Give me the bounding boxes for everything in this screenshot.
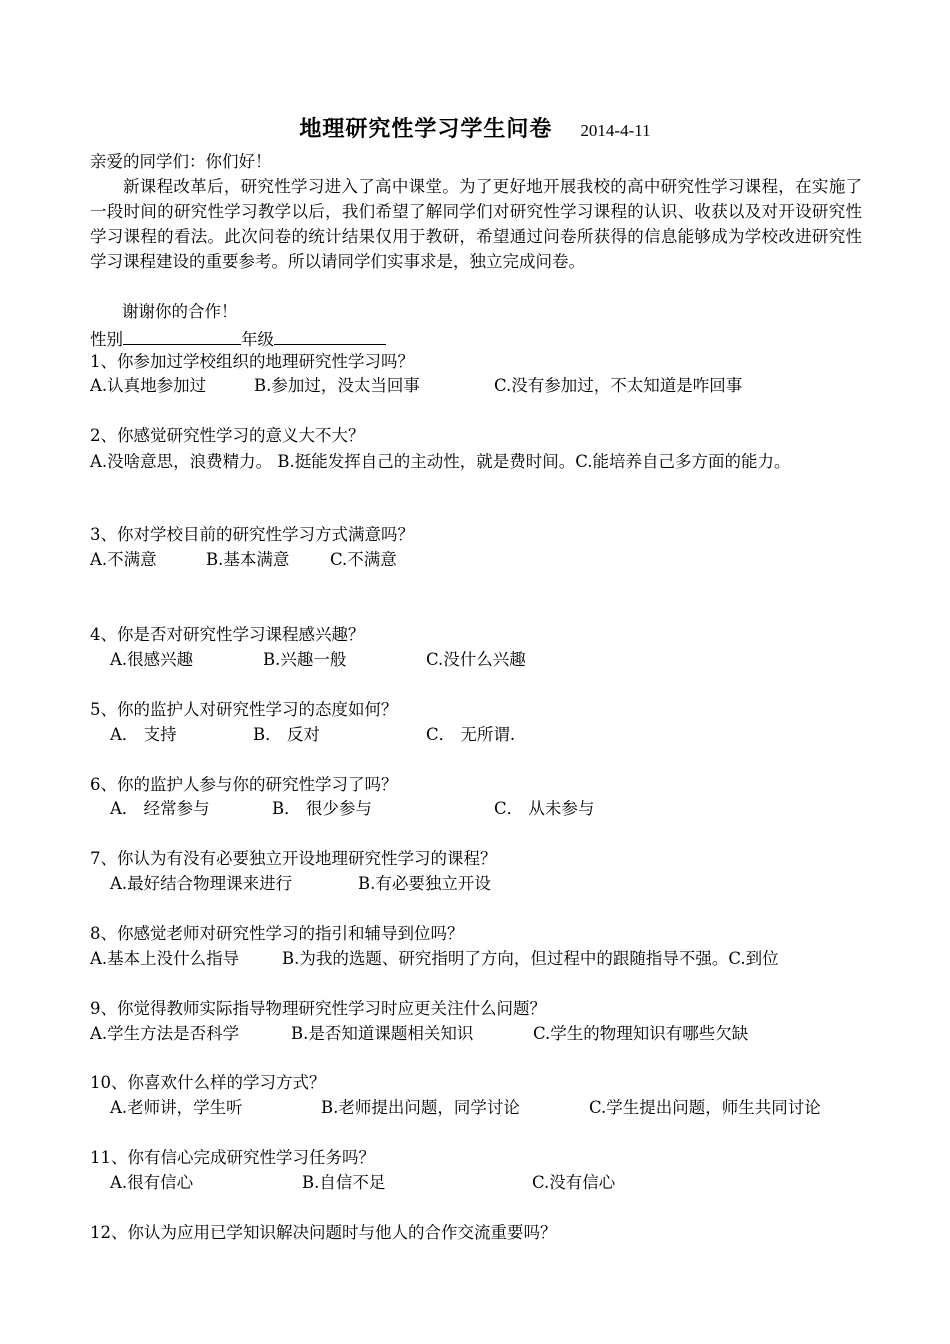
question-12: 12、你认为应用已学知识解决问题时与他人的合作交流重要吗？: [90, 1223, 557, 1242]
q8-option-bc[interactable]: B.为我的选题、研究指明了方向，但过程中的跟随指导不强。C.到位: [282, 949, 779, 968]
question-9: 9、你觉得教师实际指导物理研究性学习时应更关注什么问题？: [90, 999, 546, 1018]
q1-option-b[interactable]: B.参加过，没太当回事: [254, 376, 420, 395]
q5-option-c[interactable]: C． 无所谓.: [426, 725, 516, 744]
q10-option-a[interactable]: A.老师讲，学生听: [110, 1098, 243, 1117]
q9-option-c[interactable]: C.学生的物理知识有哪些欠缺: [533, 1024, 749, 1043]
q5-option-a[interactable]: A． 支持: [110, 725, 177, 744]
q4-option-b[interactable]: B.兴趣一般: [263, 650, 347, 669]
question-7: 7、你认为有没有必要独立开设地理研究性学习的课程？: [90, 849, 497, 868]
question-8: 8、你感觉老师对研究性学习的指引和辅导到位吗？: [90, 924, 464, 943]
question-6: 6、你的监护人参与你的研究性学习了吗？: [90, 775, 398, 794]
q6-option-b[interactable]: B． 很少参与: [272, 799, 372, 818]
page-title: 地理研究性学习学生问卷: [299, 116, 553, 142]
q9-option-b[interactable]: B.是否知道课题相关知识: [291, 1024, 474, 1043]
intro-paragraph: 新课程改革后，研究性学习进入了高中课堂。为了更好地开展我校的高中研究性学习课程，在实施了一段时间的研究性学习教学以后，我们希望了解同学们对研究性学习课程的认识、收获以及对开设研究性学习课程的看法。此次问卷的统计结果仅用于教研，希望通过问卷所获得的信息能够成为学校改进研究性学习课程建设的重要参考。所以请同学们实事求是，独立完成问卷。: [90, 177, 862, 271]
greeting: 亲爱的同学们：你们好！: [90, 152, 272, 171]
q4-option-c[interactable]: C.没什么兴趣: [426, 650, 526, 669]
thanks-line: 谢谢你的合作！: [122, 302, 238, 321]
grade-label: 年级: [241, 330, 274, 349]
gender-label: 性别: [90, 330, 123, 349]
q9-option-a[interactable]: A.学生方法是否科学: [90, 1024, 240, 1043]
q7-option-a[interactable]: A.最好结合物理课来进行: [110, 874, 293, 893]
q11-option-a[interactable]: A.很有信心: [110, 1173, 194, 1192]
date-label: 2014-4-11: [580, 121, 651, 140]
question-4: 4、你是否对研究性学习课程感兴趣？: [90, 625, 365, 644]
q10-option-c[interactable]: C.学生提出问题，师生共同讨论: [589, 1098, 821, 1117]
grade-blank[interactable]: [274, 326, 386, 345]
q6-option-a[interactable]: A． 经常参与: [110, 799, 210, 818]
q1-option-c[interactable]: C.没有参加过，不太知道是咋回事: [494, 376, 743, 395]
q2-options[interactable]: A.没啥意思，浪费精力。 B.挺能发挥自己的主动性，就是费时间。C.能培养自己多方面的能力。: [90, 452, 791, 471]
q3-option-c[interactable]: C.不满意: [330, 550, 397, 569]
q5-option-b[interactable]: B． 反对: [253, 725, 320, 744]
question-3: 3、你对学校目前的研究性学习方式满意吗？: [90, 525, 414, 544]
q3-option-a[interactable]: A.不满意: [90, 550, 157, 569]
q6-option-c[interactable]: C． 从未参与: [494, 799, 595, 818]
question-5: 5、你的监护人对研究性学习的态度如何？: [90, 700, 398, 719]
title-row: [0, 112, 950, 143]
gender-blank[interactable]: [123, 326, 241, 345]
question-2: 2、你感觉研究性学习的意义大不大？: [90, 426, 365, 445]
question-11: 11、你有信心完成研究性学习任务吗？: [90, 1148, 375, 1167]
q11-option-b[interactable]: B.自信不足: [302, 1173, 386, 1192]
q3-option-b[interactable]: B.基本满意: [206, 550, 290, 569]
student-info: [90, 326, 386, 352]
q10-option-b[interactable]: B.老师提出问题，同学讨论: [321, 1098, 520, 1117]
q8-option-a[interactable]: A.基本上没什么指导: [90, 949, 240, 968]
q4-option-a[interactable]: A.很感兴趣: [110, 650, 194, 669]
q7-option-b[interactable]: B.有必要独立开设: [358, 874, 491, 893]
q1-option-a[interactable]: A.认真地参加过: [90, 376, 207, 395]
question-10: 10、你喜欢什么样的学习方式？: [90, 1073, 326, 1092]
q11-option-c[interactable]: C.没有信心: [532, 1173, 616, 1192]
question-1: 1、你参加过学校组织的地理研究性学习吗？: [90, 352, 414, 371]
